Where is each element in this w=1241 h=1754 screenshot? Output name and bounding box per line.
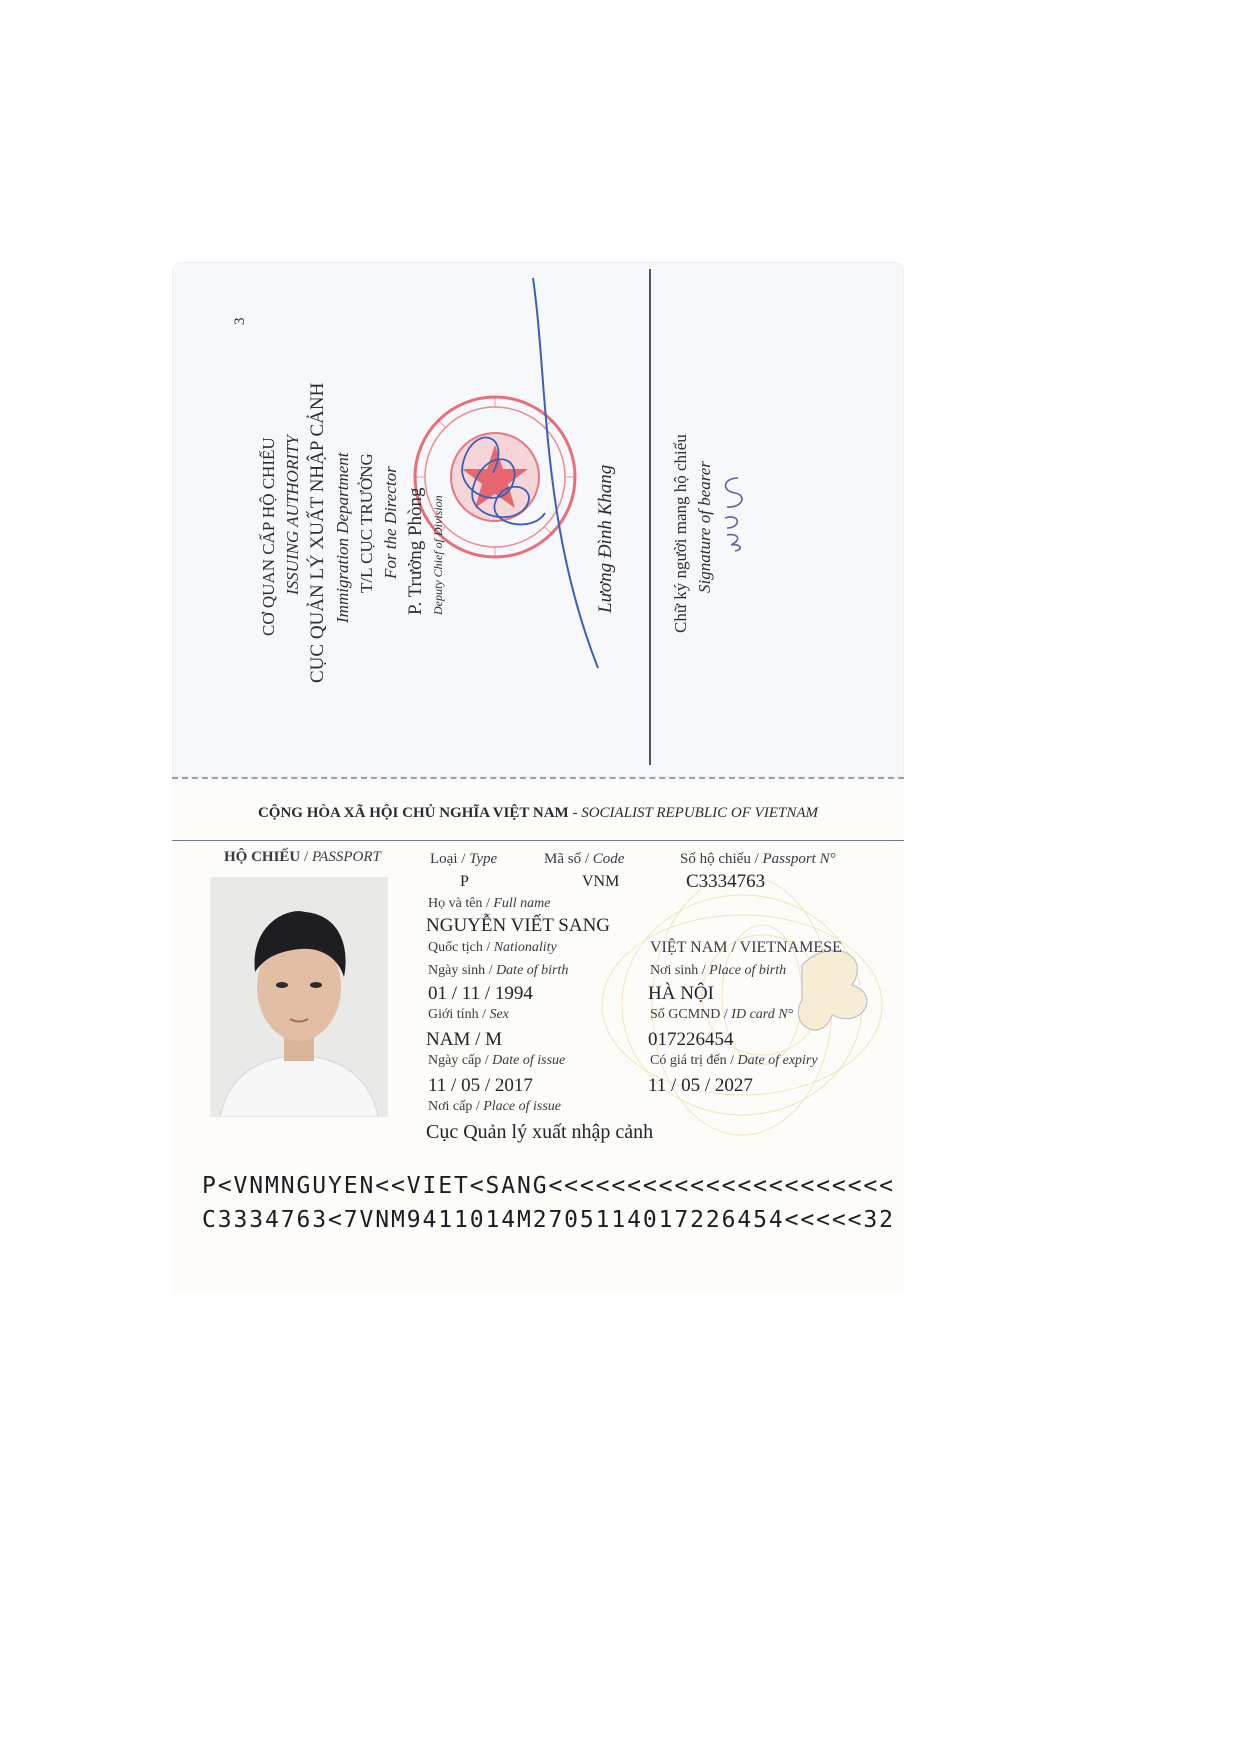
expiry-date-value: 11 / 05 / 2027 bbox=[648, 1075, 753, 1096]
issue-date-label: Ngày cấp / Date of issue bbox=[428, 1053, 566, 1068]
issue-date-value: 11 / 05 / 2017 bbox=[428, 1075, 533, 1096]
deputy-chief-en: Deputy Chief of Division bbox=[431, 495, 445, 615]
deputy-chief-vi: P. Trưởng Phòng bbox=[405, 487, 426, 615]
republic-header bbox=[172, 785, 904, 841]
id-card-value: 017226454 bbox=[648, 1029, 734, 1050]
mrz-line-1: P<VNMNGUYEN<<VIET<SANG<<<<<<<<<<<<<<<<<<<<<< bbox=[202, 1173, 895, 1199]
code-label: Mã số / Code bbox=[544, 851, 625, 867]
place-of-issue-label: Nơi cấp / Place of issue bbox=[428, 1099, 561, 1114]
portrait-image bbox=[210, 877, 388, 1117]
for-director-vi: T/L CỤC TRƯỞNG bbox=[357, 453, 376, 593]
passport-title-vi: HỘ CHIẾU bbox=[224, 849, 301, 865]
passport-number-label: Số hộ chiếu / Passport N° bbox=[680, 851, 836, 867]
observations-page bbox=[172, 262, 904, 777]
for-director-en: For the Director bbox=[381, 466, 400, 579]
bearer-signature-label-vi: Chữ ký người mang hộ chiếu bbox=[671, 434, 690, 633]
passport-document bbox=[172, 262, 904, 1292]
republic-separator: - bbox=[568, 805, 582, 821]
passport-number-value: C3334763 bbox=[686, 871, 766, 892]
issuing-authority-label-en: ISSUING AUTHORITY bbox=[283, 435, 302, 595]
republic-name-vi: CỘNG HÒA XÃ HỘI CHỦ NGHĨA VIỆT NAM bbox=[257, 805, 569, 821]
full-name-label: Họ và tên / Full name bbox=[428, 896, 551, 911]
official-name: Lương Đình Khang bbox=[595, 464, 616, 613]
id-card-label: Số GCMND / ID card N° bbox=[650, 1007, 794, 1022]
mrz-line-2: C3334763<7VNM9411014M2705114017226454<<<<<32 bbox=[202, 1207, 895, 1233]
pob-value: HÀ NỘI bbox=[648, 983, 714, 1004]
passport-title: HỘ CHIẾU / PASSPORT bbox=[224, 849, 381, 865]
guilloche-pattern bbox=[592, 855, 922, 1155]
data-page bbox=[172, 785, 904, 1292]
dob-label: Ngày sinh / Date of birth bbox=[428, 963, 569, 978]
place-of-issue-value: Cục Quản lý xuất nhập cảnh bbox=[426, 1121, 654, 1143]
bearer-signature-label-en: Signature of bearer bbox=[695, 461, 714, 593]
page-fold bbox=[172, 777, 904, 785]
republic-name-en: SOCIALIST REPUBLIC OF VIETNAM bbox=[581, 805, 819, 821]
page-number: 3 bbox=[232, 317, 248, 325]
issuing-authority-name-en: Immigration Department bbox=[333, 452, 352, 623]
issuing-authority-name-vi: CỤC QUẢN LÝ XUẤT NHẬP CẢNH bbox=[307, 382, 328, 683]
page-divider-line bbox=[649, 269, 651, 765]
type-value: P bbox=[460, 873, 469, 890]
bearer-signature bbox=[713, 473, 753, 553]
pob-label: Nơi sinh / Place of birth bbox=[650, 963, 787, 978]
nationality-label: Quốc tịch / Nationality bbox=[428, 940, 557, 955]
expiry-date-label: Có giá trị đến / Date of expiry bbox=[650, 1053, 818, 1068]
sex-value: NAM / M bbox=[426, 1029, 503, 1050]
type-label: Loại / Type bbox=[430, 851, 498, 867]
passport-title-en: PASSPORT bbox=[311, 849, 381, 865]
bearer-photo bbox=[210, 877, 388, 1117]
code-value: VNM bbox=[582, 873, 620, 890]
nationality-value: VIỆT NAM / VIETNAMESE bbox=[650, 939, 842, 956]
issuing-authority-label-vi: CƠ QUAN CẤP HỘ CHIẾU bbox=[259, 437, 278, 636]
sex-label: Giới tính / Sex bbox=[428, 1007, 509, 1022]
full-name-value: NGUYỄN VIẾT SANG bbox=[426, 915, 611, 936]
dob-value: 01 / 11 / 1994 bbox=[428, 983, 533, 1004]
official-signature bbox=[173, 263, 905, 778]
